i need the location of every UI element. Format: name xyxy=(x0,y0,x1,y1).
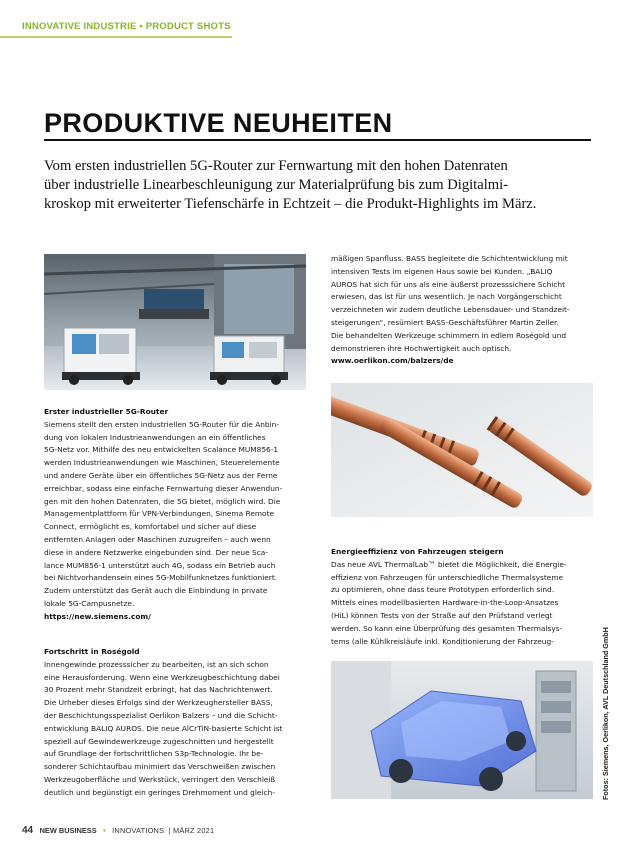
body-line: werden. So kann eine Überprüfung des gesamten Thermalsys- xyxy=(331,623,563,633)
body-line: dung von lokalen Industrieanwendungen an ein öffentliches xyxy=(44,432,266,442)
article-lede xyxy=(44,157,596,214)
rosegold-article xyxy=(44,646,306,800)
lede-line: Vom ersten industriellen 5G-Router zur Fernwartung mit den hohen Datenraten xyxy=(44,158,508,174)
body-line: Managementplattform für VPN-Verbindungen, Sinema Remote xyxy=(44,509,275,519)
section-header xyxy=(0,17,232,39)
rosegold-tools-photo xyxy=(331,383,593,517)
body-line: deutlich und begünstigt ein geringes Drehmoment und gleich- xyxy=(44,787,275,797)
lede-line: über industrielle Linearbeschleunigung zur Materialprüfung bis zum Digitalmi- xyxy=(44,177,509,193)
footer-issue: | MÄRZ 2021 xyxy=(168,826,215,835)
body-line: erreichbar, sodass eine einfache Fernwartung dieser Anwendun- xyxy=(44,483,283,493)
avl-thermallab-photo xyxy=(331,661,593,799)
photo-credit xyxy=(601,627,615,844)
body-line: der Beschichtungsspezialist Oerlikon Balzers – und die Schicht- xyxy=(44,710,278,720)
magazine-name: NEW BUSINESS xyxy=(39,826,97,835)
lede-line: kroskop mit erweiterter Tiefenschärfe in Echtzeit – die Produkt-Highlights im März. xyxy=(44,196,537,212)
body-line: mäßigen Spanfluss. BASS begleitete die Schichtentwicklung mit xyxy=(331,254,568,263)
body-line: Innengewinde prozesssicher zu bearbeiten, ist an sich schon xyxy=(44,659,269,669)
section-heading: Erster industrieller 5G-Router xyxy=(44,407,169,416)
section-rule xyxy=(0,36,232,38)
body-line: lance MUM856-1 unterstützt auch 4G, sodass ein Betrieb auch xyxy=(44,560,276,570)
oerlikon-link[interactable]: www.oerlikon.com/balzers/de xyxy=(331,356,454,366)
body-line: verzeichneten wir zudem deutliche Lebensdauer- und Standzeit- xyxy=(331,305,570,315)
body-line: zu optimieren, ohne dass teure Prototypen erforderlich sind. xyxy=(331,585,555,595)
photo-credit-text: Fotos: Siemens, Oerlikon, AVL Deutschland GmbH xyxy=(601,627,610,800)
body-line: intensiven Tests im eigenen Haus sowie bei Kunden. „BALIQ xyxy=(331,266,553,276)
section-heading: Energieeffizienz von Fahrzeugen steigern xyxy=(331,547,504,556)
body-line: speziell auf Gewindewerkzeuge zugeschnitten und hergestellt xyxy=(44,736,274,746)
body-line: AUROS hat sich für uns als eine äußerst prozesssichere Schicht xyxy=(331,279,565,289)
footer-section: INNOVATIONS xyxy=(112,826,165,835)
body-line: Die behandelten Werkzeuge schimmern in edlem Roségold und xyxy=(331,330,567,340)
article-title: PRODUKTIVE NEUHEITEN xyxy=(44,108,393,138)
body-line: entwicklung BALIQ AUROS. Die neue AlCrTiN-basierte Schicht ist xyxy=(44,723,283,733)
body-line: Zudem unterstützt das Gerät auch die Einbindung in private xyxy=(44,586,268,596)
body-line: 30 Prozent mehr Standzeit erbringt, hat das Nachrichtenwert. xyxy=(44,685,273,695)
siemens-link[interactable]: https://new.siemens.com/ xyxy=(44,611,151,621)
body-line: Mittels eines modellbasierten Hardware-in-the-Loop-Ansatzes xyxy=(331,598,559,608)
section-heading: Fortschritt in Roségold xyxy=(44,647,140,656)
body-line: entfernten Anlagen oder Maschinen zuzugreifen – auch wenn xyxy=(44,534,271,544)
body-line: sonderer Schichtaufbau minimiert das Verschweißen zwischen xyxy=(44,762,276,772)
rosegold-continued xyxy=(331,253,593,368)
body-line: tems (alle Kühlkreisläufe inkl. Konditionierung der Fahrzeug- xyxy=(331,636,554,646)
body-line: eine Herausforderung. Wenn eine Werkzeugbeschichtung dabei xyxy=(44,672,280,682)
body-line: erwiesen, das ist für uns wesentlich. Je nach Vorgängerschicht xyxy=(331,292,562,302)
body-line: Siemens stellt den ersten industriellen 5G-Router für die Anbin- xyxy=(44,419,280,429)
body-line: Das neue AVL ThermalLab™ bietet die Möglichkeit, die Energie- xyxy=(331,559,567,569)
siemens-router-photo xyxy=(44,254,306,390)
footer-separator: • xyxy=(103,826,106,835)
body-line: diese in andere Netzwerke eingebunden sind. Der neue Sca- xyxy=(44,547,268,557)
section-label: INNOVATIVE INDUSTRIE • PRODUCT SHOTS xyxy=(22,21,231,32)
body-line: Werkzeugoberfläche und Werkstück, verringert den Verschleiß xyxy=(44,774,276,784)
body-line: auf Grundlage der fortschrittlichen S3p-Technologie. Ihr be- xyxy=(44,749,264,759)
body-line: (HiL) können Tests von der Straße auf den Prüfstand verlegt xyxy=(331,610,553,620)
avl-article xyxy=(331,546,593,648)
body-line: werden Industrieanwendungen wie Maschinen, Steuerelemente xyxy=(44,458,280,468)
body-line: bei Nichtvorhandensein eines 5G-Mobilfunknetzes funktioniert. xyxy=(44,573,278,583)
body-line: demonstrieren ihre Hochwertigkeit auch optisch. xyxy=(331,343,512,353)
body-line: lokale 5G-Campusnetze. xyxy=(44,598,135,608)
page-number: 44 xyxy=(22,825,34,836)
body-line: Connect, ermöglicht es, komfortabel und sicher auf diese xyxy=(44,522,257,532)
body-line: gen mit den hohen Datenraten, die 5G bietet, möglich wird. Die xyxy=(44,496,281,506)
article-headline xyxy=(44,108,591,140)
body-line: steigerungen“, resümiert BASS-Geschäftsführer Martin Zeller. xyxy=(331,317,559,327)
title-rule xyxy=(44,139,591,141)
body-line: 5G-Netz vor. Mithilfe des neu entwickelten Scalance MUM856-1 xyxy=(44,445,279,455)
body-line: und andere Geräte über ein öffentliches 5G-Netz aus der Ferne xyxy=(44,470,278,480)
siemens-article xyxy=(44,406,306,624)
body-line: Die Urheber dieses Erfolgs sind der Werkzeughersteller BASS, xyxy=(44,698,273,708)
page-footer xyxy=(22,820,214,834)
body-line: effizienz von Fahrzeugen für unterschiedliche Thermalsysteme xyxy=(331,572,564,582)
